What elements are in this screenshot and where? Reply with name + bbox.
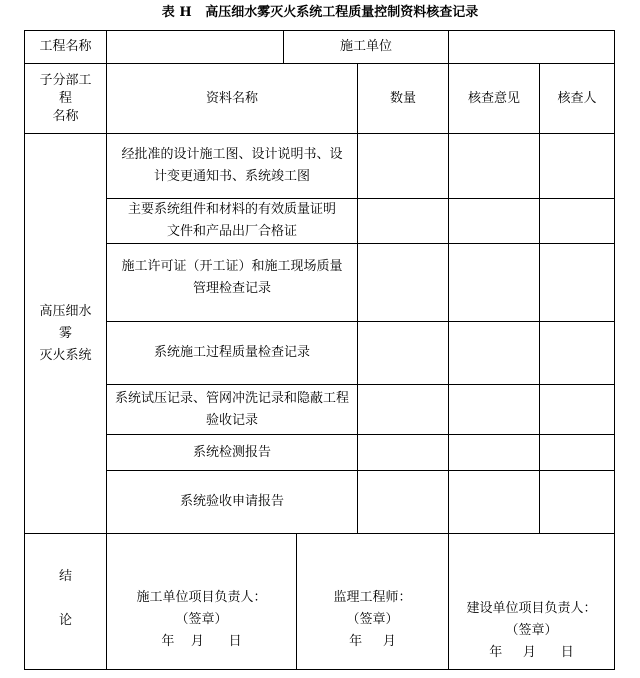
table-row-opinion[interactable] [449,435,539,470]
form-title-prefix: 表 H [161,5,192,20]
table-row-checker[interactable] [540,199,614,243]
owner-signature-block [449,598,614,664]
project-name-label: 工程名称 [39,39,92,54]
construction-signature-seal: （签章） [175,612,228,627]
table-row-opinion[interactable] [449,471,539,533]
conclusion-label-top: 结 [58,569,72,584]
table-row-opinion[interactable] [449,199,539,243]
conclusion-label-bottom: 论 [58,613,72,628]
supervisor-signature-seal: （签章） [346,612,399,627]
table-row-quantity[interactable] [358,385,448,434]
table-row-checker[interactable] [540,471,614,533]
table-row-quantity[interactable] [358,471,448,533]
table-row-document-name: 经批准的设计施工图、设计说明书、设 计变更通知书、系统竣工图 [121,147,343,184]
table-row-quantity[interactable] [358,134,448,198]
column-header-subdivision: 子分部工 程 名称 [39,72,92,124]
table-row-opinion[interactable] [449,244,539,321]
construction-signature-title: 施工单位项目负责人： [136,590,267,605]
table-row-quantity[interactable] [358,322,448,384]
form-title-text: 高压细水雾灭火系统工程质量控制资料核查记录 [205,5,479,20]
supervisor-signature-block [297,587,448,653]
table-row-opinion[interactable] [449,134,539,198]
owner-signature-seal: （签章） [505,623,558,638]
table-row-document-name: 系统验收申请报告 [179,494,284,509]
project-name-value[interactable] [107,31,283,63]
form-title [0,4,640,22]
construction-unit-value[interactable] [449,31,614,63]
table-row-document-name: 系统检测报告 [192,444,271,460]
construction-unit-label: 施工单位 [339,39,392,54]
owner-signature-title: 建设单位项目负责人： [466,601,597,616]
construction-signature-date: 年 月 日 [161,634,242,649]
column-header-opinion: 核查意见 [467,90,520,106]
subdivision-name: 高压细水 雾 灭火系统 [39,303,92,363]
column-header-checker: 核查人 [557,90,597,106]
supervisor-signature-date: 年 月 [349,634,396,649]
table-row-checker[interactable] [540,435,614,470]
table-row-checker[interactable] [540,385,614,434]
table-row-opinion[interactable] [449,322,539,384]
table-row-document-name: 施工许可证（开工证）和施工现场质量 管理检查记录 [121,259,343,296]
table-row-document-name: 系统施工过程质量检查记录 [153,345,310,360]
column-header-document-name: 资料名称 [205,90,258,106]
table-row-checker[interactable] [540,244,614,321]
table-row-document-name: 主要系统组件和材料的有效质量证明 文件和产品出厂合格证 [127,202,336,239]
table-row-opinion[interactable] [449,385,539,434]
column-header-quantity: 数量 [389,90,416,106]
table-row-quantity[interactable] [358,244,448,321]
construction-signature-block [107,587,296,653]
supervisor-signature-title: 监理工程师： [333,590,412,605]
table-row-quantity[interactable] [358,199,448,243]
table-row-checker[interactable] [540,322,614,384]
table-row-quantity[interactable] [358,435,448,470]
table-row-checker[interactable] [540,134,614,198]
owner-signature-date: 年 月 日 [489,645,574,660]
table-row-document-name: 系统试压记录、管网冲洗记录和隐蔽工程 验收记录 [114,390,349,428]
